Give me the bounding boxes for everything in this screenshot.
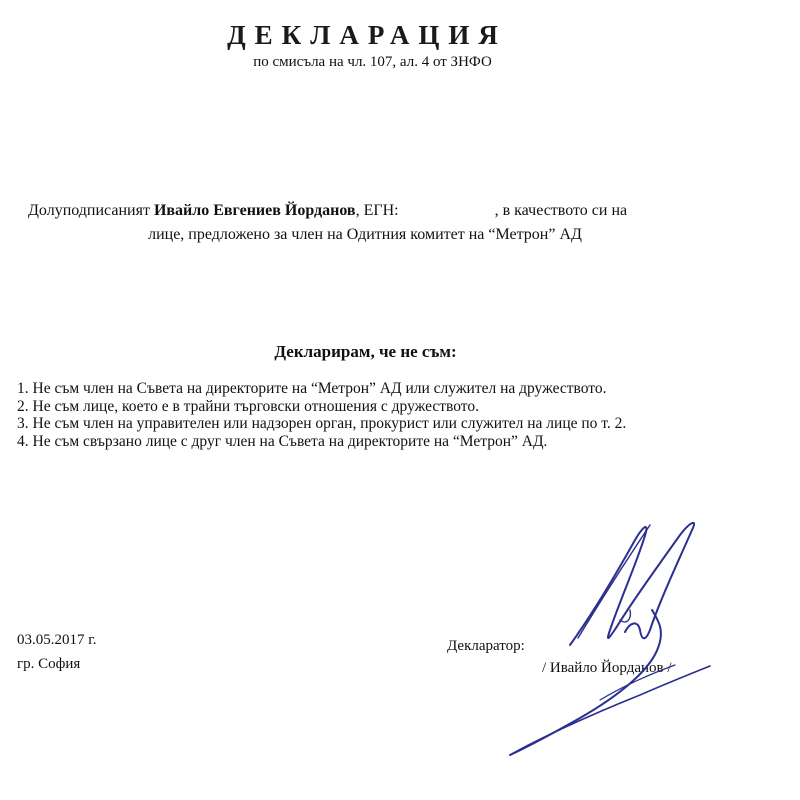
handwritten-signature [470,470,750,770]
document-subtitle: по смисъла на чл. 107, ал. 4 от ЗНФО [253,54,492,70]
declaration-item: 4. Не съм свързано лице с друг член на Съвета на директорите на “Метрон” АД. [17,432,548,450]
intro-paragraph-line2: лице, предложено за член на Одитния комитет на “Метрон” АД [148,226,582,243]
intro-capacity: , в качеството си на [494,202,628,219]
declarator-name: / Ивайло Йорданов / [542,660,672,676]
intro-paragraph-line1 [28,202,718,220]
declaration-item: 2. Не съм лице, което е в трайни търговски отношения с дружеството. [17,397,479,415]
intro-prefix: Долуподписаният [28,202,154,219]
declarant-name: Ивайло Евгениев Йорданов [153,202,356,219]
declaration-heading: Декларирам, че не съм: [274,342,457,361]
declaration-items-list [17,380,712,450]
declarator-label: Декларатор: [447,638,525,654]
declaration-item: 1. Не съм член на Съвета на директорите на “Метрон” АД или служител на дружеството. [17,380,607,397]
egn-label: , ЕГН: [355,202,399,219]
declaration-city: гр. София [17,656,81,672]
declaration-item: 3. Не съм член на управителен или надзорен орган, прокурист или служител на лице по т. 2. [17,415,627,432]
declaration-date: 03.05.2017 г. [17,632,97,648]
document-title: ДЕКЛАРАЦИЯ [227,20,507,50]
